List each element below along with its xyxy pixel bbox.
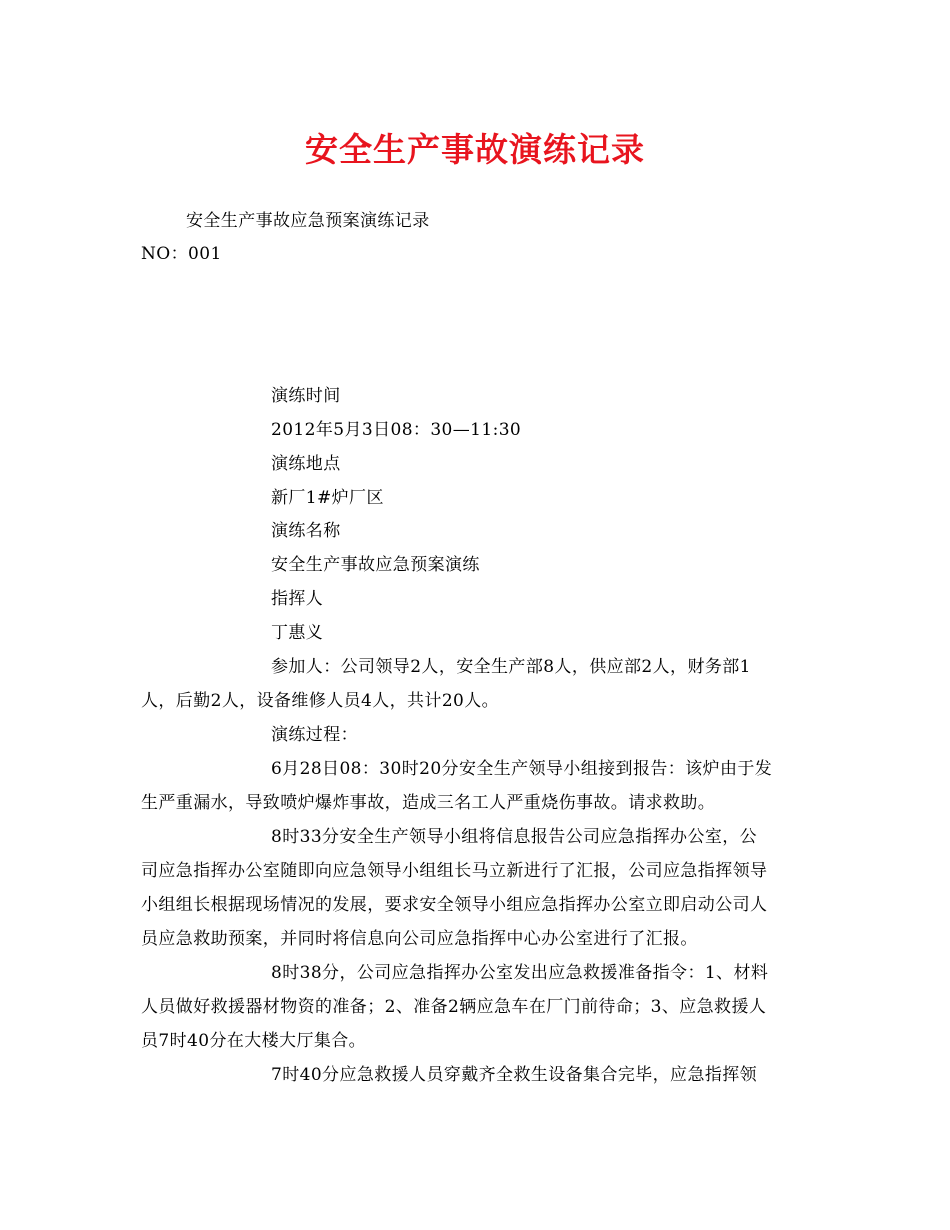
paragraph-2-line-2: 司应急指挥办公室随即向应急领导小组组长马立新进行了汇报，公司应急指挥领导: [141, 861, 768, 881]
time-label: 演练时间: [271, 386, 341, 406]
process-label: 演练过程：: [271, 725, 358, 745]
drill-name-value: 安全生产事故应急预案演练: [271, 555, 480, 575]
record-number: NO：001: [141, 244, 222, 264]
participants-line-2: 人，后勤2人，设备维修人员4人，共计20人。: [141, 691, 500, 711]
paragraph-4-line-1: 7时40分应急救援人员穿戴齐全救生设备集合完毕，应急指挥领: [271, 1065, 758, 1085]
location-value: 新厂1#炉厂区: [271, 488, 384, 508]
commander-value: 丁惠义: [271, 623, 324, 643]
commander-label: 指挥人: [271, 589, 324, 609]
location-label: 演练地点: [271, 454, 341, 474]
paragraph-3-line-1: 8时38分，公司应急指挥办公室发出应急救援准备指令：1、材料: [271, 963, 769, 983]
paragraph-2-line-1: 8时33分安全生产领导小组将信息报告公司应急指挥办公室，公: [271, 827, 758, 847]
drill-name-label: 演练名称: [271, 521, 341, 541]
document-title: 安全生产事故演练记录: [305, 130, 645, 169]
participants-line-1: 参加人：公司领导2人，安全生产部8人，供应部2人，财务部1: [271, 657, 751, 677]
paragraph-1-line-2: 生严重漏水，导致喷炉爆炸事故，造成三名工人严重烧伤事故。请求救助。: [141, 793, 716, 813]
paragraph-2-line-4: 员应急救助预案，并同时将信息向公司应急指挥中心办公室进行了汇报。: [141, 929, 698, 949]
paragraph-2-line-3: 小组组长根据现场情况的发展，要求安全领导小组应急指挥办公室立即启动公司人: [141, 895, 768, 915]
paragraph-3-line-3: 员7时40分在大楼大厅集合。: [141, 1031, 367, 1051]
time-value: 2012年5月3日08：30—11:30: [271, 420, 522, 440]
paragraph-1-line-1: 6月28日08：30时20分安全生产领导小组接到报告：该炉由于发: [271, 759, 773, 779]
paragraph-3-line-2: 人员做好救援器材物资的准备；2、准备2辆应急车在厂门前待命；3、应急救援人: [141, 997, 767, 1017]
document-subtitle: 安全生产事故应急预案演练记录: [186, 211, 430, 231]
